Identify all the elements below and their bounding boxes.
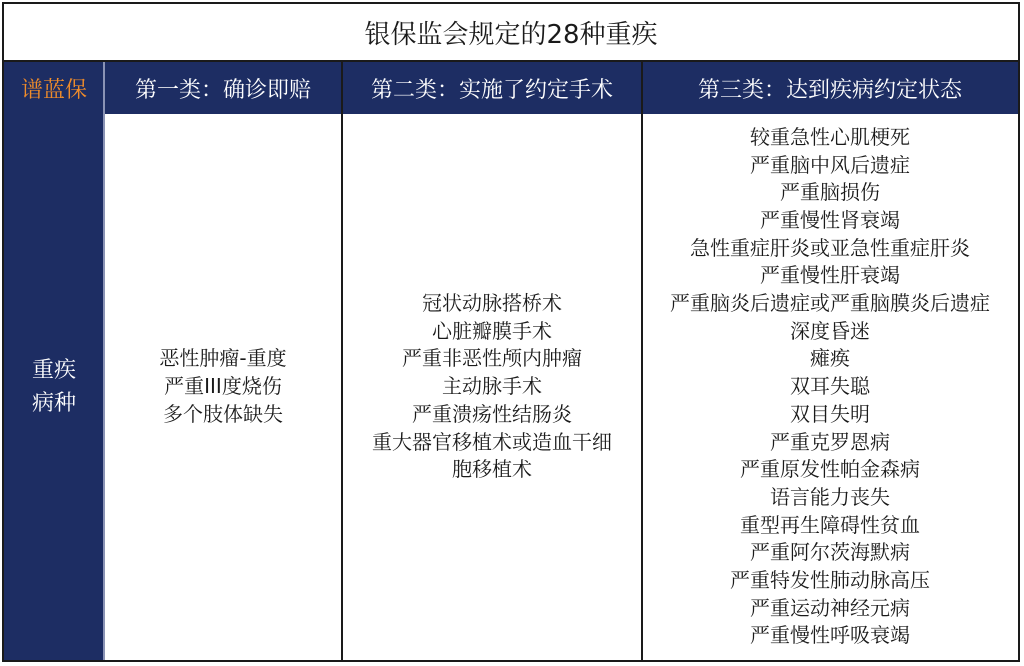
disease-item: 严重运动神经元病 — [750, 595, 910, 620]
disease-item: 严重脑中风后遗症 — [750, 152, 910, 177]
divider — [103, 62, 105, 660]
disease-item: 多个肢体缺失 — [163, 401, 283, 426]
row-label-line: 病种 — [31, 391, 76, 416]
disease-item: 严重原发性帕金森病 — [740, 457, 920, 482]
col2-header — [342, 62, 642, 114]
col2-header-label: 第二类：实施了约定手术 — [370, 77, 613, 103]
disease-item: 严重脑炎后遗症或严重脑膜炎后遗症 — [670, 291, 990, 316]
disease-item: 严重克罗恩病 — [770, 429, 890, 454]
disease-item: 较重急性心肌梗死 — [750, 124, 910, 149]
row-label-line: 重疾 — [31, 358, 76, 383]
col3-cell — [642, 114, 1018, 660]
disease-item: 急性重症肝炎或亚急性重症肝炎 — [690, 235, 970, 260]
disease-item: 语言能力丧失 — [770, 484, 890, 509]
disease-item: 严重III度烧伤 — [164, 374, 282, 399]
disease-item: 严重慢性肾衰竭 — [760, 207, 900, 232]
disease-item: 双目失明 — [790, 401, 870, 426]
divider — [641, 62, 643, 660]
disease-item: 严重阿尔茨海默病 — [750, 540, 910, 565]
brand-label: 谱蓝保 — [20, 77, 87, 103]
disease-item: 严重溃疡性结肠炎 — [412, 401, 572, 426]
disease-item: 严重慢性肝衰竭 — [760, 263, 900, 288]
col1-header — [104, 62, 342, 114]
col2-cell — [342, 114, 642, 660]
disease-item: 恶性肿瘤-重度 — [159, 346, 287, 371]
table-title: 银保监会规定的28种重疾 — [4, 4, 1018, 62]
disease-item: 重大器官移植术或造血干细 — [372, 429, 612, 454]
divider — [341, 62, 343, 660]
disease-item: 冠状动脉搭桥术 — [422, 291, 562, 316]
disease-item: 深度昏迷 — [790, 318, 870, 343]
disease-item: 双耳失聪 — [790, 374, 870, 399]
disease-item: 主动脉手术 — [442, 374, 542, 399]
col3-header — [642, 62, 1018, 114]
col1-header-label: 第一类：确诊即赔 — [134, 77, 311, 103]
disease-item: 严重非恶性颅内肿瘤 — [402, 346, 582, 371]
disease-item: 严重慢性呼吸衰竭 — [750, 623, 910, 648]
disease-item: 心脏瓣膜手术 — [432, 318, 552, 343]
col1-cell — [104, 114, 342, 660]
disease-item: 严重特发性肺动脉高压 — [730, 568, 930, 593]
disease-item: 胞移植术 — [452, 457, 532, 482]
disease-item: 瘫痪 — [810, 346, 850, 371]
row-label — [4, 114, 104, 660]
disease-table — [2, 2, 1020, 662]
disease-item: 重型再生障碍性贫血 — [740, 512, 920, 537]
col3-header-label: 第三类：达到疾病约定状态 — [697, 77, 962, 103]
disease-item: 严重脑损伤 — [780, 180, 880, 205]
brand-header-cell — [4, 62, 104, 114]
